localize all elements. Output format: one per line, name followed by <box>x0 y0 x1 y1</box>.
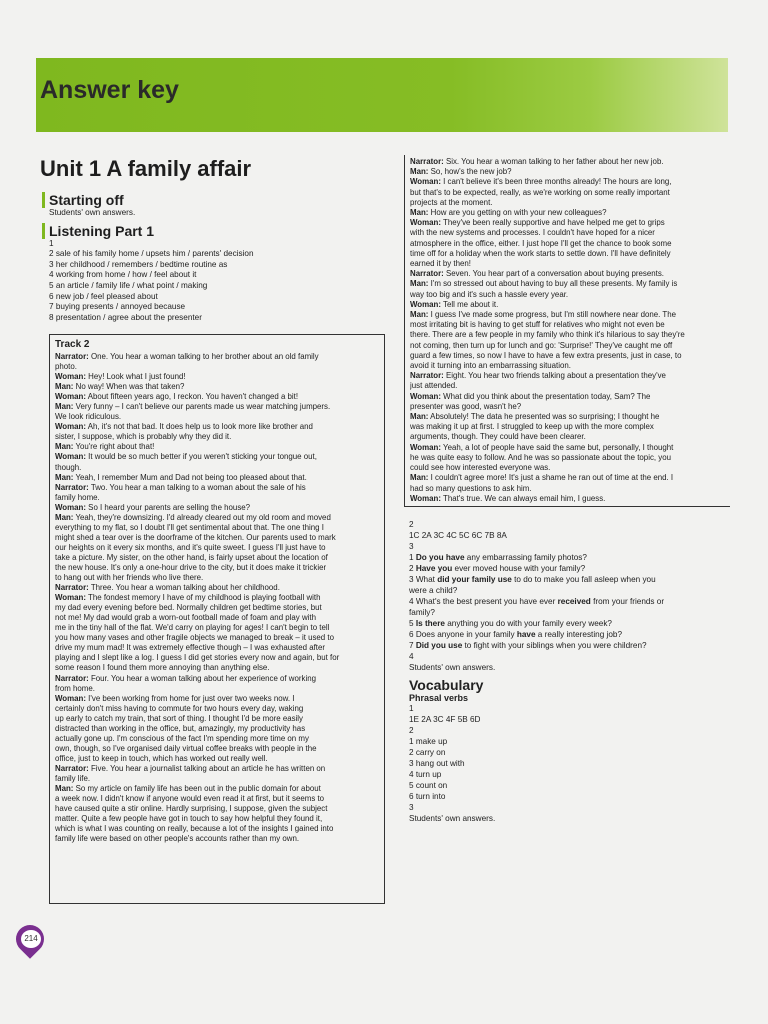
vocab-2-item: 3 hang out with <box>409 758 465 768</box>
transcript-line <box>410 239 730 249</box>
transcript-line <box>55 824 379 834</box>
banner-title: Answer key <box>40 76 179 104</box>
exercise-3-item <box>409 585 730 596</box>
transcript-line <box>410 320 730 330</box>
transcript-text: certainly don't miss having to commute for two hours every day, waking <box>55 703 304 713</box>
speaker-label: Man: <box>410 167 429 177</box>
transcript-line <box>55 402 379 412</box>
transcript-text: he was quite easy to follow. And he was so passionate about the topic, you <box>410 452 671 462</box>
listening-heading: Listening Part 1 <box>42 223 386 239</box>
speaker-label: Man: <box>410 208 429 218</box>
transcript-line <box>55 774 379 784</box>
transcript-line <box>55 603 379 613</box>
transcript-text: I've been working from home for just over two weeks now. I <box>85 693 295 703</box>
transcript-text: have caused quite a stir online. Hardly surprising, I suppose, given the subject <box>55 804 328 814</box>
transcript-line <box>55 593 379 603</box>
listening-answer: 5 an article / family life / what point / making <box>49 280 208 290</box>
item-text: family? <box>409 607 435 617</box>
transcript-text: Absolutely! The data he presented was so surprising; I thought he <box>428 412 660 422</box>
transcript-text: had so many questions to ask him. <box>410 483 532 493</box>
transcript-text: office, just to keep in touch, which has worked out really well. <box>55 753 268 763</box>
item-text: any embarrassing family photos? <box>464 552 587 562</box>
transcript-text: arguments, though. They could have been clearer. <box>410 432 586 442</box>
transcript-text: might shed a tear over is the doorframe of the kitchen. Our parents used to mark <box>55 532 336 542</box>
transcript-line <box>55 764 379 774</box>
answer-key-banner <box>36 58 728 132</box>
speaker-label: Woman: <box>410 493 441 503</box>
speaker-label: Woman: <box>55 693 86 703</box>
transcript-line <box>55 714 379 724</box>
left-column <box>42 192 386 323</box>
transcript-text: So, how's the new job? <box>428 167 512 177</box>
unit-title: Unit 1 A family affair <box>40 156 252 181</box>
speaker-label: Narrator: <box>55 583 89 593</box>
item-text: anything you do with your family every week? <box>444 618 612 628</box>
transcript-line <box>55 684 379 694</box>
item-text: from your friends or <box>590 596 665 606</box>
transcript-text: Five. You hear a journalist talking about an article he has written on <box>88 763 326 773</box>
transcript-line <box>410 371 730 381</box>
vocabulary-heading: Vocabulary <box>409 676 484 693</box>
listening-answer: 8 presentation / agree about the presenter <box>49 312 202 322</box>
transcript-line <box>410 494 730 504</box>
vocab-2-item: 5 count on <box>409 780 448 790</box>
speaker-label: Woman: <box>55 452 86 462</box>
speaker-label: Man: <box>55 512 74 522</box>
exercise-3-item <box>409 618 730 629</box>
item-text: 7 <box>409 640 416 650</box>
transcript-line <box>55 412 379 422</box>
transcript-text: That's true. We can always email him, I guess. <box>440 493 606 503</box>
transcript-line <box>410 157 730 167</box>
transcript-line <box>410 279 730 289</box>
transcript-text: Seven. You hear part of a conversation about buying presents. <box>443 269 664 279</box>
transcript-line <box>55 583 379 593</box>
item-answer: Did you use <box>415 640 463 650</box>
transcript-line <box>55 794 379 804</box>
vocab-2-number: 2 <box>409 725 414 735</box>
transcript-line <box>410 432 730 442</box>
speaker-label: Woman: <box>55 593 86 603</box>
item-text: 4 What's the best present you have ever <box>409 596 558 606</box>
listening-answer: 4 working from home / how / feel about it <box>49 270 197 280</box>
speaker-label: Woman: <box>55 422 86 432</box>
transcript-text: could see how interested everyone was. <box>410 463 551 473</box>
transcript-line <box>55 754 379 764</box>
transcript-line <box>410 381 730 391</box>
transcript-text: actually gone up. I'm conscious of the fact I'm spending more time on my <box>55 733 309 743</box>
transcript-line <box>410 228 730 238</box>
transcript-text: avoid it turning into an embarrassing situation. <box>410 361 571 371</box>
transcript-line <box>55 744 379 754</box>
transcript-line <box>55 704 379 714</box>
item-text: ever moved house with your family? <box>452 563 586 573</box>
starting-off-heading: Starting off <box>42 192 386 208</box>
transcript-text: earned it by then! <box>410 259 471 269</box>
speaker-label: Woman: <box>55 392 86 402</box>
transcript-line <box>410 484 730 494</box>
transcript-text: matter. Quite a few people have got in touch to say how helpful they found it, <box>55 814 323 824</box>
transcript-line <box>55 352 379 362</box>
vocab-1-number: 1 <box>409 703 414 713</box>
transcript-text: photo. <box>55 362 77 372</box>
transcript-line <box>410 453 730 463</box>
transcript-line <box>55 613 379 623</box>
transcript-text: They've been really supportive and have helped me get to grips <box>440 218 665 228</box>
transcript-line <box>55 674 379 684</box>
item-text: 1 <box>409 552 416 562</box>
speaker-label: Man: <box>410 279 429 289</box>
transcript-line <box>55 463 379 473</box>
item-text: a really interesting job? <box>535 629 623 639</box>
transcript-text: Four. You hear a woman talking about her experience of working <box>88 673 316 683</box>
exercise-3-item <box>409 607 730 618</box>
transcript-line <box>410 259 730 269</box>
transcript-text: Tell me about it. <box>440 299 499 309</box>
speaker-label: Narrator: <box>55 673 89 683</box>
transcript-text: just attended. <box>410 381 458 391</box>
transcript-text: projects at the moment. <box>410 197 493 207</box>
transcript-text: me in the tiny hall of the flat. We'd carry on playing for ages! I can't begin to tell <box>55 623 330 633</box>
transcript-line <box>410 361 730 371</box>
vocab-2-item: 4 turn up <box>409 769 442 779</box>
transcript-text: my dad every evening before bed. Normally children get bedtime stories, but <box>55 603 322 613</box>
speaker-label: Narrator: <box>410 157 444 166</box>
transcript-line <box>410 422 730 432</box>
transcript-text: some reason I found them more annoying than anything else. <box>55 663 270 673</box>
right-track-lines <box>410 157 730 504</box>
item-text: to do to make you fall asleep when you <box>511 574 656 584</box>
transcript-line <box>55 663 379 673</box>
vocab-2-items <box>409 736 730 802</box>
transcript-line <box>55 362 379 372</box>
exercise-3-items <box>409 552 730 651</box>
transcript-line <box>410 330 730 340</box>
transcript-line <box>410 443 730 453</box>
transcript-line <box>410 218 730 228</box>
transcript-line <box>55 643 379 653</box>
speaker-label: Woman: <box>55 502 86 512</box>
transcript-line <box>410 198 730 208</box>
item-text: 5 <box>409 618 416 628</box>
exercise-3-item <box>409 629 730 640</box>
listening-exercise-number: 1 <box>49 238 54 248</box>
transcript-text: you how many vases and other fragile objects we managed to break – it used to <box>55 633 334 643</box>
transcript-text: guard a few times, so now I have to have a few extra presents, just in case, to <box>410 350 682 360</box>
transcript-text: sister, I suppose, which is probably why they did it. <box>55 432 232 442</box>
item-text: 3 What <box>409 574 438 584</box>
item-text: to fight with your siblings when you were children? <box>462 640 647 650</box>
transcript-text: Yeah, I remember Mum and Dad not being too pleased about that. <box>73 472 307 482</box>
exercise-3-item <box>409 574 730 585</box>
speaker-label: Woman: <box>410 299 441 309</box>
transcript-line <box>55 573 379 583</box>
vocab-1-answers: 1E 2A 3C 4F 5B 6D <box>409 714 481 724</box>
transcript-text: family life. <box>55 773 91 783</box>
transcript-line <box>55 392 379 402</box>
item-answer: have <box>516 629 536 639</box>
transcript-line <box>410 310 730 320</box>
speaker-label: Woman: <box>410 391 441 401</box>
exercise-4-number: 4 <box>409 651 414 661</box>
speaker-label: Woman: <box>55 372 86 382</box>
speaker-label: Narrator: <box>410 371 444 381</box>
transcript-line <box>410 473 730 483</box>
transcript-line <box>55 503 379 513</box>
transcript-text: Two. You hear a man talking to a woman about the sale of his <box>88 482 306 492</box>
listening-answer: 3 her childhood / remembers / bedtime routine as <box>49 259 228 269</box>
transcript-text: family life were based on other people's accounts rather than my own. <box>55 834 300 844</box>
transcript-line <box>55 814 379 824</box>
speaker-label: Narrator: <box>55 352 89 361</box>
item-answer: Do you have <box>415 552 465 562</box>
transcript-text: I guess I've made some progress, but I'm still nowhere near done. The <box>428 310 677 320</box>
transcript-line <box>55 483 379 493</box>
track-title: Track 2 <box>55 339 90 350</box>
phrasal-verbs-heading: Phrasal verbs <box>409 692 469 703</box>
transcript-text: though. <box>55 462 82 472</box>
vocab-3-number: 3 <box>409 802 414 812</box>
speaker-label: Man: <box>55 472 74 482</box>
vocab-3-text: Students' own answers. <box>409 813 496 823</box>
item-text: 6 Does anyone in your family <box>409 629 517 639</box>
transcript-line <box>55 724 379 734</box>
transcript-line <box>55 493 379 503</box>
track-2-continued <box>404 155 730 507</box>
transcript-text: everything to my flat, so I doubt I'll get sentimental about that. The one thing I <box>55 522 324 532</box>
transcript-line <box>410 269 730 279</box>
transcript-line <box>410 249 730 259</box>
speaker-label: Man: <box>55 442 74 452</box>
transcript-text: but that's to be expected, really, as we're working on some really important <box>410 187 670 197</box>
transcript-line <box>410 167 730 177</box>
transcript-line <box>55 372 379 382</box>
exercise-section <box>409 519 730 824</box>
transcript-text: playing and I slept like a log. I guess I did get stories every now and again, but for <box>55 653 340 663</box>
transcript-text: The fondest memory I have of my childhood is playing football with <box>85 593 321 603</box>
speaker-label: Woman: <box>410 218 441 228</box>
transcript-line <box>55 523 379 533</box>
transcript-text: drive my mum mad! It was extremely effective though – I was exhausted after <box>55 643 326 653</box>
transcript-text: was making it up at first. I struggled to keep up with the more complex <box>410 422 654 432</box>
transcript-line <box>55 533 379 543</box>
starting-off-text: Students' own answers. <box>49 208 136 217</box>
transcript-line <box>55 633 379 643</box>
item-text: 2 <box>409 563 416 573</box>
transcript-text: So my article on family life has been out in the public domain for about <box>73 784 321 794</box>
transcript-text: our heights on it every six months, and it's quite sweet. I guess I'll just have to <box>55 542 326 552</box>
transcript-text: One. You hear a woman talking to her brother about an old family <box>88 352 319 361</box>
speaker-label: Narrator: <box>55 763 89 773</box>
item-answer: Have you <box>415 563 453 573</box>
transcript-line <box>55 623 379 633</box>
transcript-text: from home. <box>55 683 95 693</box>
exercise-3-number: 3 <box>409 541 414 551</box>
item-answer: received <box>557 596 591 606</box>
transcript-line <box>410 463 730 473</box>
transcript-line <box>55 473 379 483</box>
speaker-label: Man: <box>55 402 74 412</box>
transcript-text: distracted than working in the office, but, amazingly, my productivity has <box>55 723 306 733</box>
transcript-text: presenter was good, wasn't he? <box>410 401 522 411</box>
exercise-4-text: Students' own answers. <box>409 662 496 672</box>
transcript-line <box>55 784 379 794</box>
exercise-2-number: 2 <box>409 519 414 529</box>
transcript-text: No way! When was that taken? <box>73 382 185 392</box>
transcript-line <box>410 402 730 412</box>
transcript-text: Hey! Look what I just found! <box>85 372 186 382</box>
exercise-3-item <box>409 552 730 563</box>
transcript-text: Three. You hear a woman talking about her childhood. <box>88 583 280 593</box>
transcript-text: take a picture. My sister, on the other hand, is fairly upset about the location of <box>55 552 328 562</box>
listening-answers <box>49 249 386 323</box>
right-column <box>404 155 730 824</box>
speaker-label: Narrator: <box>410 269 444 279</box>
transcript-text: a week now. I didn't know if anyone would even read it at first, but it seems to <box>55 794 325 804</box>
transcript-text: not coming, then turn up for lunch and go: 'Surprise!' They've caught me off <box>410 340 673 350</box>
transcript-line <box>55 432 379 442</box>
transcript-text: I can't believe it's been three months already! The hours are long, <box>440 177 672 187</box>
item-answer: Is there <box>415 618 445 628</box>
exercise-3-item <box>409 640 730 651</box>
listening-answer: 2 sale of his family home / upsets him / parents' decision <box>49 249 254 259</box>
transcript-line <box>410 341 730 351</box>
transcript-line <box>55 734 379 744</box>
transcript-text: own, though, so I've organised daily virtual coffee breaks with people in the <box>55 743 317 753</box>
transcript-line <box>55 694 379 704</box>
transcript-text: which is what I was counting on really, because a lot of the insights I gained into <box>55 824 334 834</box>
transcript-text: Yeah, they're downsizing. I'd already cleared out my old room and moved <box>73 512 331 522</box>
transcript-line <box>55 513 379 523</box>
transcript-text: About fifteen years ago, I reckon. You haven't changed a bit! <box>85 392 299 402</box>
speaker-label: Woman: <box>410 442 441 452</box>
speaker-label: Man: <box>55 382 74 392</box>
transcript-text: Very funny – I can't believe our parents made us wear matching jumpers. <box>73 402 331 412</box>
vocab-2-item: 2 carry on <box>409 747 446 757</box>
transcript-text: there. There are a few people in my family who think it's hilarious to say they're <box>410 330 685 340</box>
transcript-line <box>410 300 730 310</box>
transcript-text: Eight. You hear two friends talking about a presentation they've <box>443 371 666 381</box>
transcript-line <box>410 392 730 402</box>
transcript-line <box>55 382 379 392</box>
transcript-text: What did you think about the presentation today, Sam? The <box>440 391 651 401</box>
transcript-text: up early to catch my train, that sort of thing. I thought I'd be more easily <box>55 713 303 723</box>
speaker-label: Man: <box>410 412 429 422</box>
transcript-text: the new house. It's only a one-hour drive to the city, but it does make it trickier <box>55 562 327 572</box>
transcript-text: I couldn't agree more! It's just a shame he ran out of time at the end. I <box>428 473 674 483</box>
transcript-text: It would be so much better if you weren't sticking your tongue out, <box>85 452 317 462</box>
transcript-line <box>55 804 379 814</box>
transcript-text: You're right about that! <box>73 442 155 452</box>
transcript-text: way too big and it's such a hassle every year. <box>410 289 569 299</box>
speaker-label: Man: <box>55 784 74 794</box>
transcript-line <box>410 351 730 361</box>
speaker-label: Narrator: <box>55 482 89 492</box>
transcript-line <box>410 177 730 187</box>
listening-answer: 6 new job / feel pleased about <box>49 291 158 301</box>
item-text: were a child? <box>409 585 458 595</box>
transcript-line <box>410 208 730 218</box>
transcript-line <box>55 834 379 844</box>
track-2-transcript <box>49 334 385 904</box>
transcript-text: time off for a holiday when the work starts to settle down. I'll have definitely <box>410 248 671 258</box>
transcript-text: to hang out with her friends who live there. <box>55 573 204 583</box>
transcript-text: So I heard your parents are selling the house? <box>85 502 251 512</box>
transcript-line <box>55 452 379 462</box>
transcript-line <box>55 653 379 663</box>
transcript-text: Six. You hear a woman talking to her father about her new job. <box>443 157 664 166</box>
exercise-3-item <box>409 596 730 607</box>
transcript-line <box>55 422 379 432</box>
transcript-line <box>55 543 379 553</box>
transcript-text: We look ridiculous. <box>55 412 122 422</box>
exercise-3-item <box>409 563 730 574</box>
transcript-line <box>410 412 730 422</box>
listening-answer: 7 buying presents / annoyed because <box>49 302 186 312</box>
speaker-label: Man: <box>410 473 429 483</box>
vocab-2-item: 1 make up <box>409 736 448 746</box>
transcript-text: not me! My dad would grab a worn-out football made of foam and play with <box>55 613 316 623</box>
transcript-line <box>55 553 379 563</box>
transcript-text: Yeah, a lot of people have said the same but, personally, I thought <box>440 442 674 452</box>
transcript-text: family home. <box>55 492 100 502</box>
transcript-line <box>410 188 730 198</box>
page-number: 214 <box>21 930 41 948</box>
track-lines <box>55 352 379 844</box>
exercise-2-answers: 1C 2A 3C 4C 5C 6C 7B 8A <box>409 530 507 540</box>
transcript-text: Ah, it's not that bad. It does help us to look more like brother and <box>85 422 313 432</box>
transcript-text: atmosphere in the office, either. I just hope I'll get the chance to book some <box>410 238 672 248</box>
speaker-label: Man: <box>410 310 429 320</box>
transcript-text: I'm so stressed out about having to buy all these presents. My family is <box>428 279 678 289</box>
speaker-label: Woman: <box>410 177 441 187</box>
transcript-line <box>55 563 379 573</box>
transcript-text: with the new systems and processes. I couldn't have hoped for a nicer <box>410 228 655 238</box>
vocab-2-item: 6 turn into <box>409 791 446 801</box>
transcript-text: most irritating bit is having to get stuff for relatives who might not even be <box>410 320 665 330</box>
item-answer: did your family use <box>437 574 512 584</box>
transcript-line <box>410 290 730 300</box>
transcript-line <box>55 442 379 452</box>
transcript-text: How are you getting on with your new colleagues? <box>428 208 607 218</box>
